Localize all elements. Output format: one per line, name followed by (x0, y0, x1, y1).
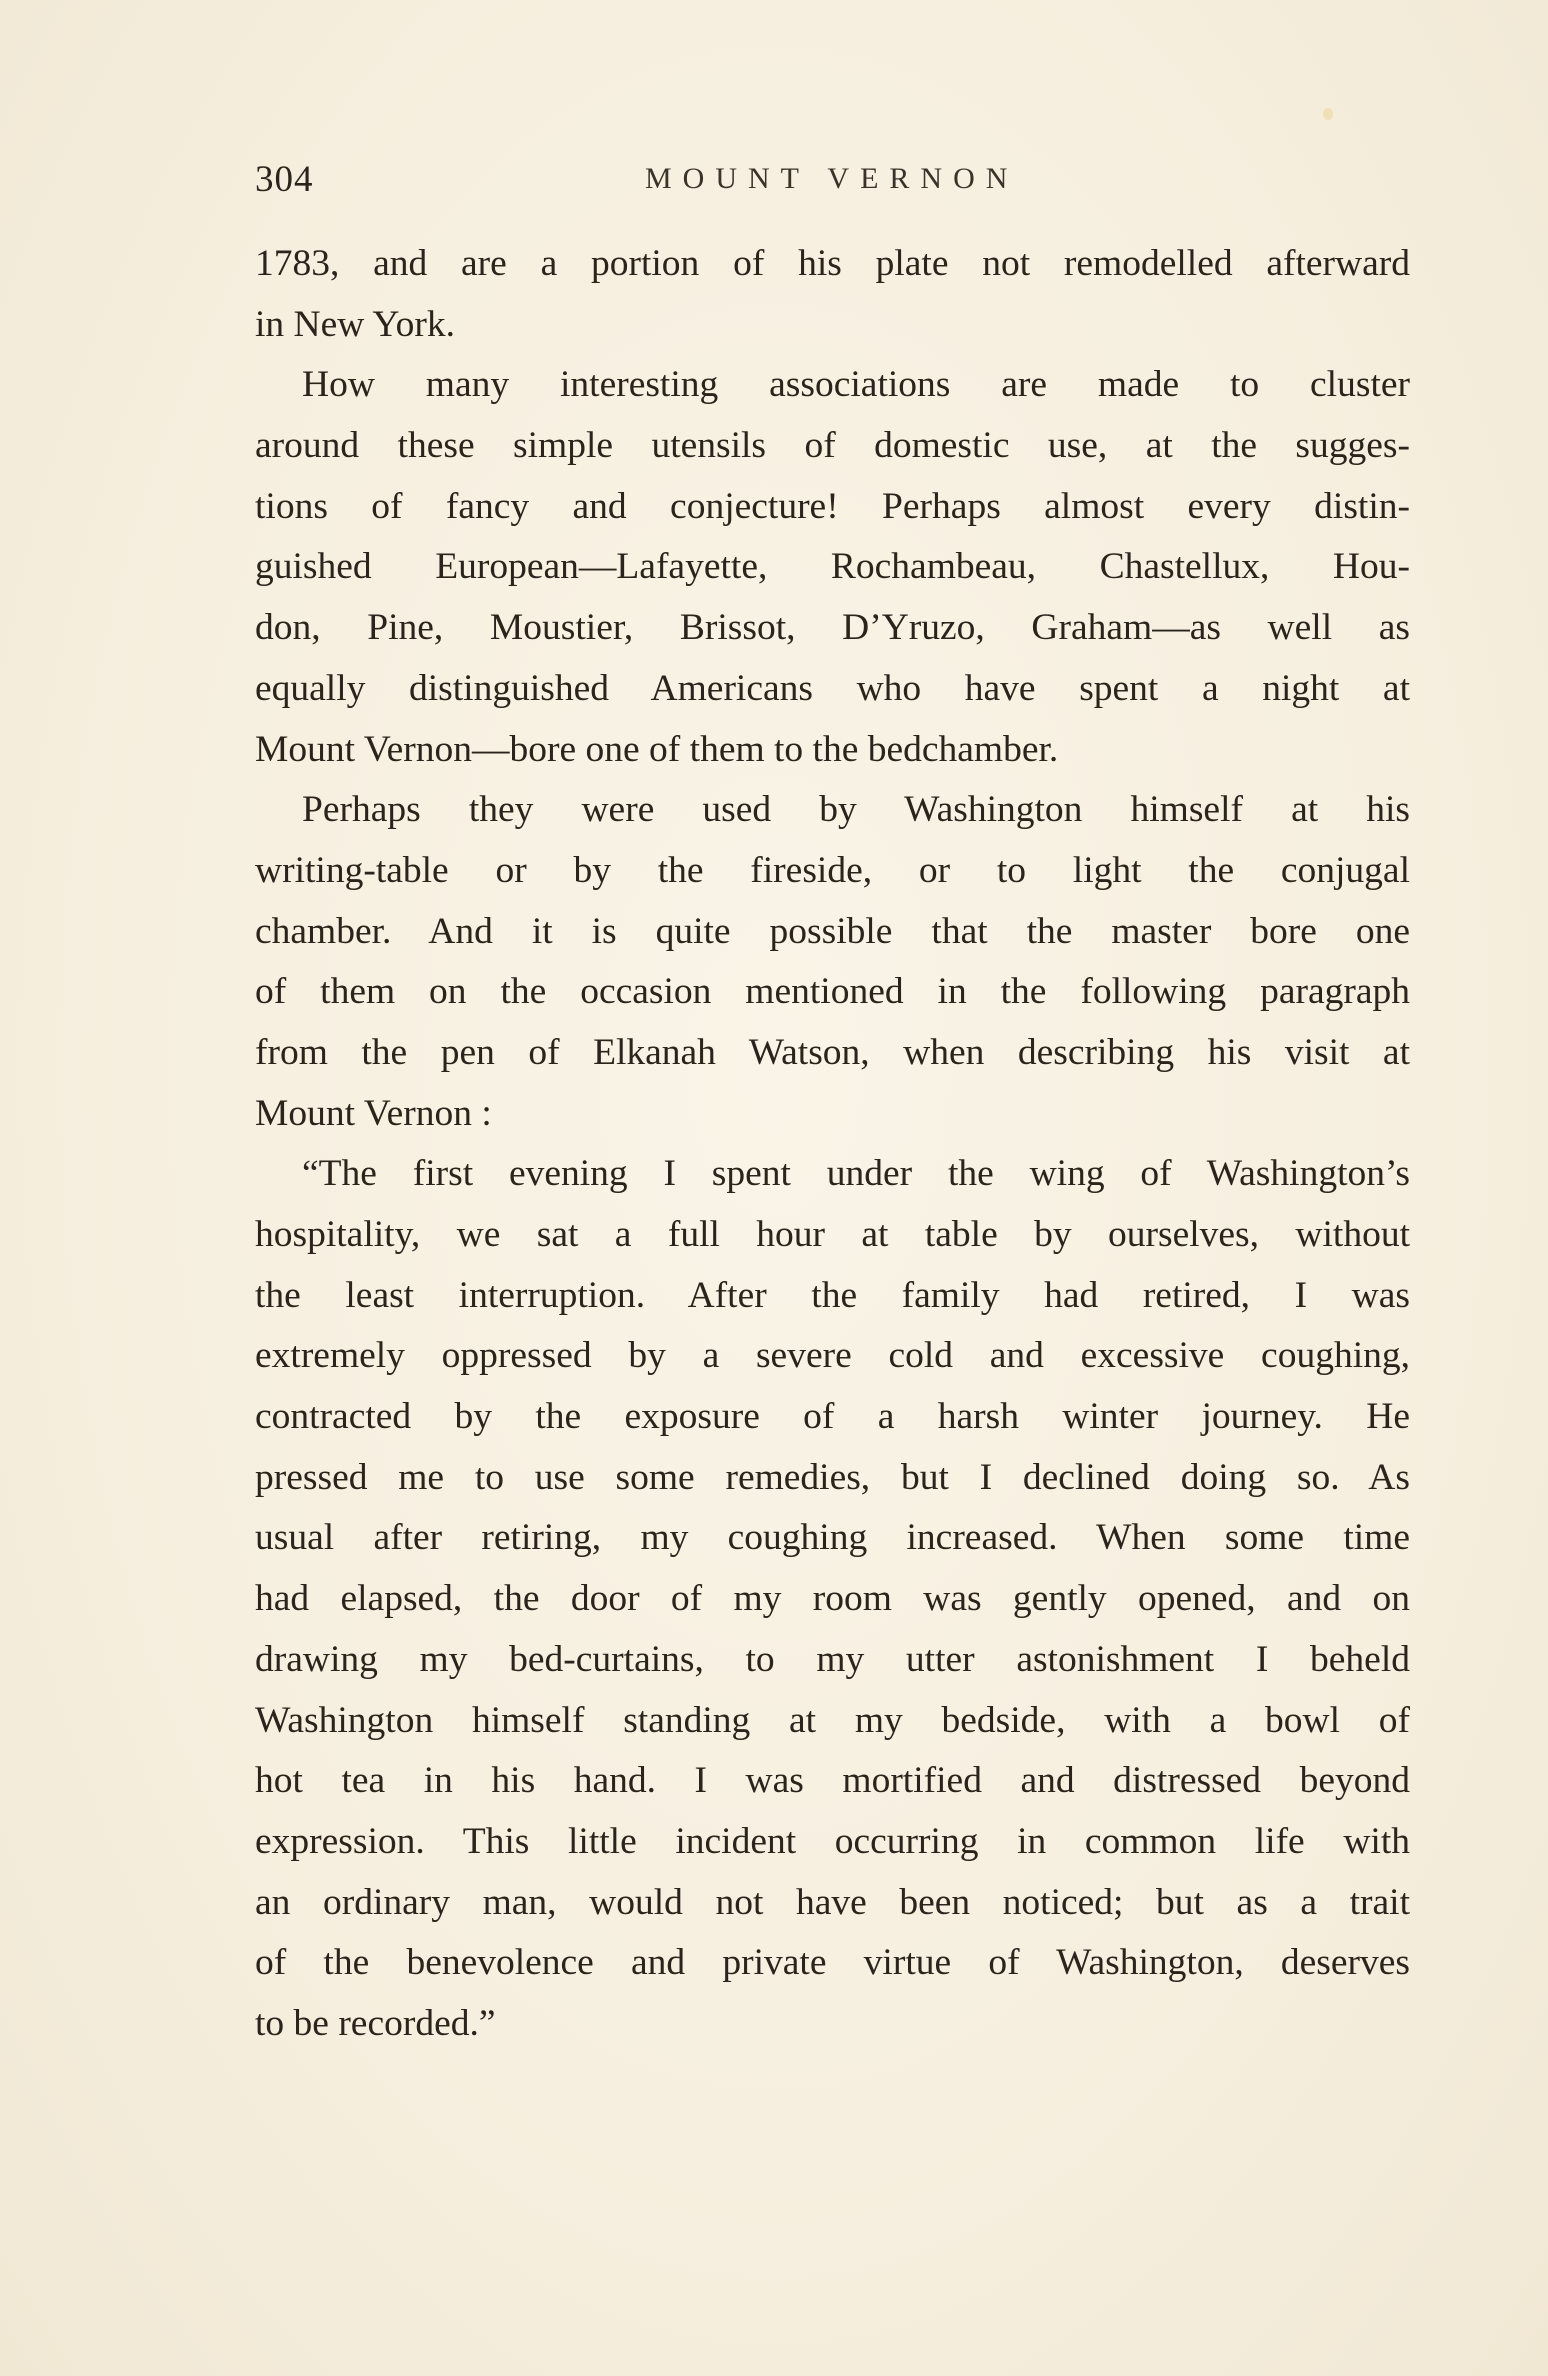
text-line: equally distinguished Americans who have spent a night at (255, 667, 1410, 709)
text-line: “The first evening I spent under the wing of Washington’s (302, 1153, 1410, 1195)
paper-stain (1323, 108, 1333, 120)
text-line: an ordinary man, would not have been noticed; but as a trait (255, 1881, 1410, 1923)
body-text (255, 234, 1410, 2055)
text-line: in New York. (255, 303, 456, 345)
running-title: MOUNT VERNON (645, 162, 1019, 195)
text-line: How many interesting associations are made to cluster (302, 364, 1410, 406)
text-line: Perhaps they were used by Washington himself at his (302, 789, 1410, 831)
text-line: Washington himself standing at my bedside, with a bowl of (255, 1699, 1410, 1741)
text-line: chamber. And it is quite possible that the master bore one (255, 910, 1410, 952)
text-line: hospitality, we sat a full hour at table by ourselves, without (255, 1214, 1410, 1255)
text-line: contracted by the exposure of a harsh winter journey. He (255, 1396, 1410, 1438)
text-line: Mount Vernon : (255, 1092, 492, 1134)
text-line: the least interruption. After the family had retired, I was (255, 1274, 1410, 1316)
text-line: from the pen of Elkanah Watson, when describing his visit at (255, 1031, 1410, 1073)
text-line: expression. This little incident occurring in common life with (255, 1820, 1410, 1862)
text-line: around these simple utensils of domestic use, at the sugges- (255, 425, 1410, 467)
text-line: had elapsed, the door of my room was gently opened, and on (255, 1578, 1410, 1620)
text-line: usual after retiring, my coughing increased. When some time (255, 1517, 1410, 1559)
text-line: hot tea in his hand. I was mortified and distressed beyond (255, 1760, 1410, 1802)
text-line: 1783, and are a portion of his plate not remodelled afterward (255, 243, 1410, 284)
page-header (255, 158, 1410, 208)
text-line: to be recorded.” (255, 2002, 496, 2044)
text-line: guished European—Lafayette, Rochambeau, Chastellux, Hou- (255, 546, 1410, 588)
text-line: of the benevolence and private virtue of Washington, deserves (255, 1942, 1410, 1984)
text-line: tions of fancy and conjecture! Perhaps almost every distin- (255, 485, 1410, 527)
text-line: of them on the occasion mentioned in the following paragraph (255, 971, 1410, 1013)
text-line: Mount Vernon—bore one of them to the bedchamber. (255, 728, 1059, 770)
text-line: pressed me to use some remedies, but I declined doing so. As (255, 1456, 1410, 1498)
text-line: writing-table or by the fireside, or to light the conjugal (255, 849, 1410, 891)
text-line: extremely oppressed by a severe cold and excessive coughing, (255, 1335, 1410, 1377)
text-line: don, Pine, Moustier, Brissot, D’Yruzo, Graham—as well as (255, 607, 1410, 649)
page-number: 304 (255, 159, 314, 200)
text-line: drawing my bed-curtains, to my utter astonishment I beheld (255, 1638, 1410, 1680)
